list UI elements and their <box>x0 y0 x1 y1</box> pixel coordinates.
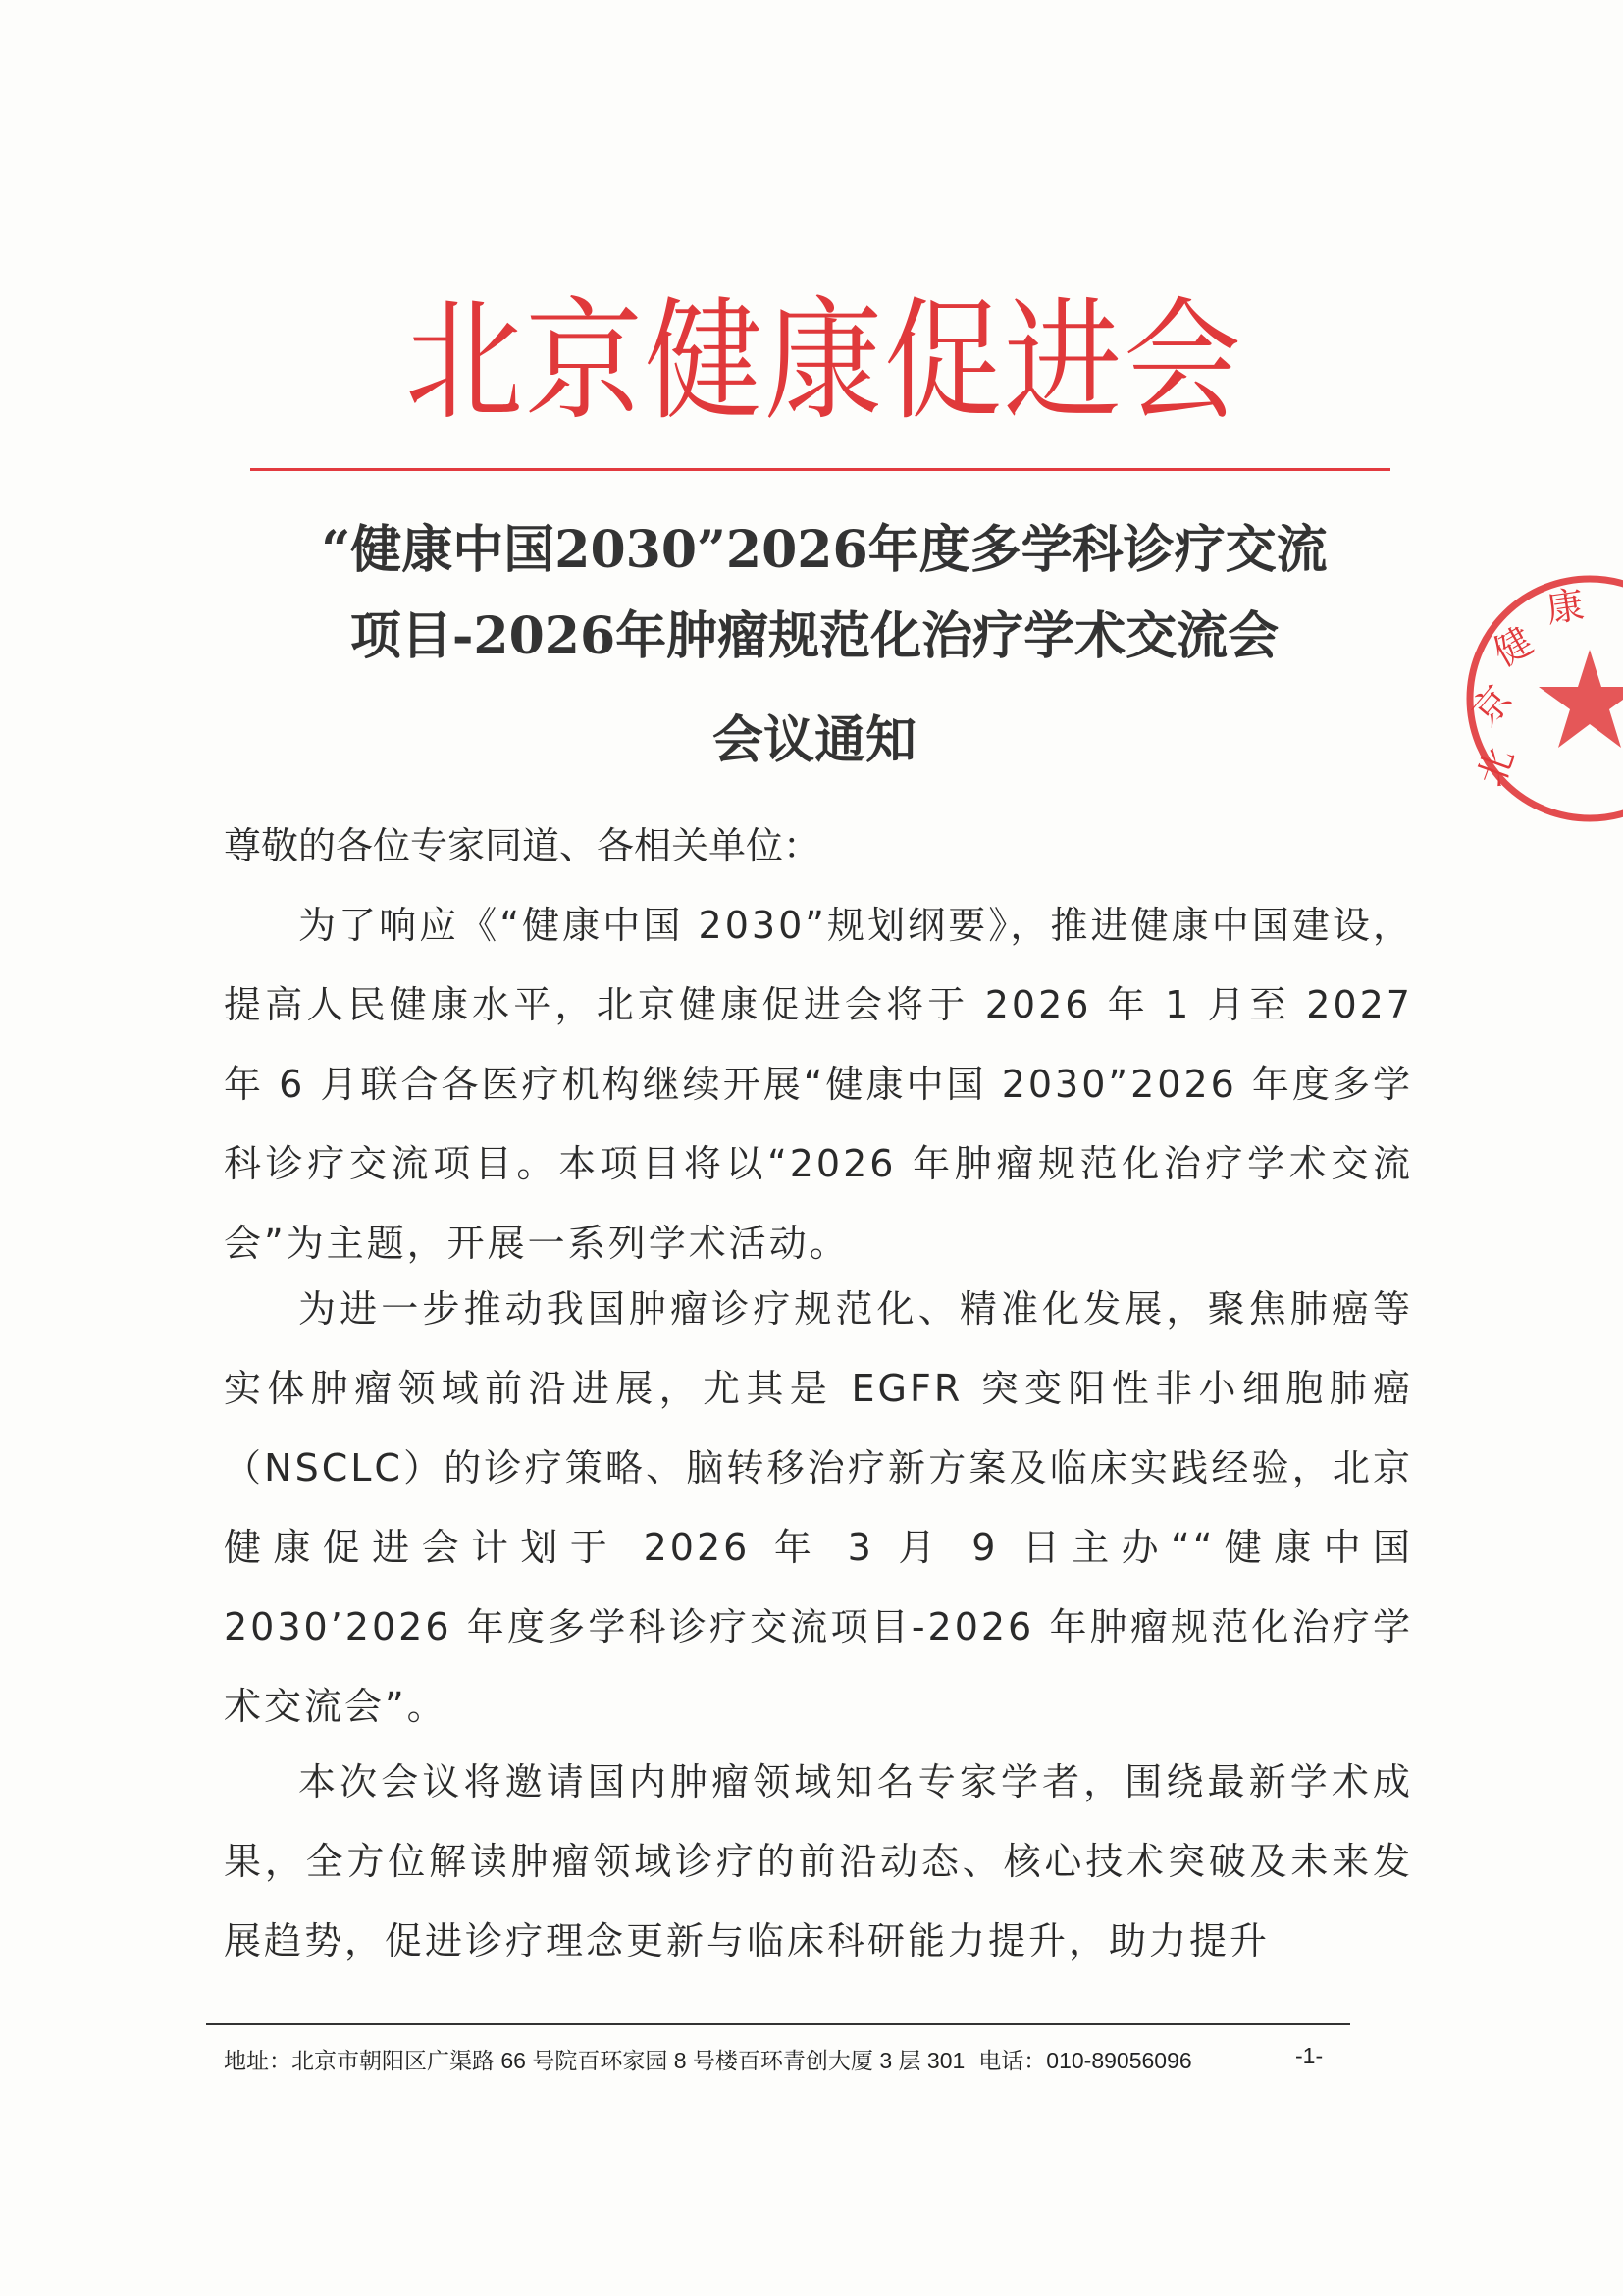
svg-text:京: 京 <box>1463 677 1521 734</box>
address-label: 地址： <box>224 2048 291 2073</box>
organization-masthead: 北京健康促进会 <box>405 286 1243 440</box>
body-paragraph-3 <box>224 1743 1413 1981</box>
phone-label: 电话： <box>978 2048 1047 2073</box>
paragraph-text: 为进一步推动我国肿瘤诊疗规范化、精准化发展，聚焦肺癌等实体肿瘤领域前沿进展，尤其是 EGFR 突变阳性非小细胞肺癌（NSCLC）的诊疗策略、脑转移治疗新方案及临床实践经验，北京健康促进会计划于 2026 年 3 月 9 日主办““健康中国 2030’2026 年度多学科诊疗交流项目-2026 年肿瘤规范化治疗学术交流会”。 <box>224 1287 1413 1728</box>
paragraph-text: 本次会议将邀请国内肿瘤领域知名专家学者，围绕最新学术成果，全方位解读肿瘤领域诊疗的前沿动态、核心技术突破及未来发展趋势，促进诊疗理念更新与临床科研能力提升，助力提升 <box>224 1760 1413 1962</box>
svg-text:北: 北 <box>1469 742 1523 793</box>
official-seal-icon <box>1462 571 1623 826</box>
paragraph-text: 为了响应《“健康中国 2030”规划纲要》，推进健康中国建设，提高人民健康水平，北京健康促进会将于 2026 年 1 月至 2027 年 6 月联合各医疗机构继续开展“健康中国 2030”2026 年度多学科诊疗交流项目。本项目将以“2026 年肿瘤规范化治疗学术交流会”为主题，开展一系列学术活动。 <box>224 904 1413 1265</box>
masthead-divider <box>250 468 1390 471</box>
svg-text:康: 康 <box>1544 583 1587 631</box>
page-footer <box>224 2043 1401 2075</box>
phone-value: 010-89056096 <box>1046 2048 1192 2073</box>
address-value: 北京市朝阳区广渠路 66 号院百环家园 8 号楼百环青创大厦 3 层 301 <box>291 2048 966 2073</box>
document-title-line-3: 会议通知 <box>711 710 916 770</box>
document-title-line-1: “健康中国2030”2026年度多学科诊疗交流 <box>321 520 1328 580</box>
document-title-line-2: 项目-2026年肿瘤规范化治疗学术交流会 <box>349 606 1280 666</box>
page-number: -1- <box>1295 2043 1324 2068</box>
svg-text:健: 健 <box>1486 618 1541 675</box>
salutation: 尊敬的各位专家同道、各相关单位： <box>224 824 821 867</box>
body-paragraph-1 <box>224 886 1413 1283</box>
footer-divider <box>206 2023 1350 2025</box>
body-paragraph-2 <box>224 1270 1413 1747</box>
